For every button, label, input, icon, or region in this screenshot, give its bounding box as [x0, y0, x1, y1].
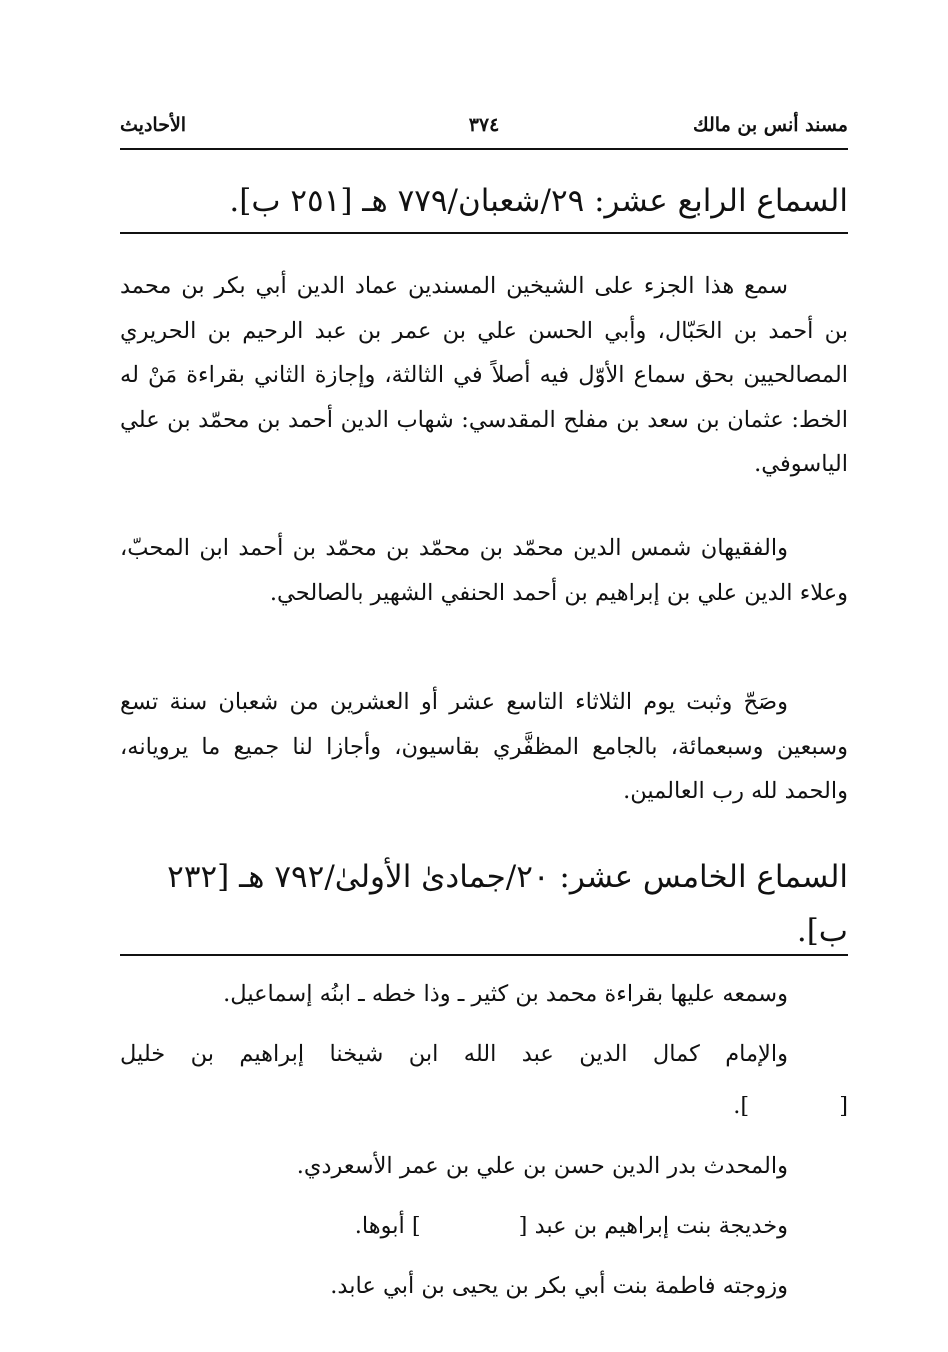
book-title: مسند أنس بن مالك — [693, 114, 848, 136]
listener-line-2-gap — [120, 1086, 848, 1126]
gap-open-bracket: [ — [839, 1093, 848, 1119]
running-header — [120, 114, 848, 150]
listener-line-5: وزوجته فاطمة بنت أبي بكر بن يحيى بن أبي عابد. — [330, 1273, 788, 1299]
section-title: الأحاديث — [120, 114, 187, 136]
sama-15-heading: السماع الخامس عشر: ٢٠/جمادىٰ الأولىٰ/٧٩٢ هـ [٢٣٢ ب]. — [120, 850, 848, 956]
paragraph-1: سمع هذا الجزء على الشيخين المسندين عماد الدين أبي بكر بن محمد بن أحمد بن الحَبّال، وأبي الحسن علي بن عمر بن عبد الرحيم بن الحريري المصالحيين بحق سماع الأوّل فيه أصلاً في الثالثة، وإجازة الثاني بقراءة مَنْ له الخط: عثمان بن سعد بن مفلح المقدسي: شهاب الدين أحمد بن محمّد بن علي الياسوفي. — [120, 273, 848, 477]
line-4-end: ] أبوها. — [354, 1213, 421, 1239]
gap-close-bracket: ]. — [733, 1093, 750, 1119]
book-page — [120, 0, 848, 1352]
listener-line-4 — [120, 1206, 788, 1246]
paragraph-2: والفقيهان شمس الدين محمّد بن محمّد بن محمّد بن أحمد ابن المحبّ، وعلاء الدين علي بن إبراهيم بن أحمد الحنفي الشهير بالصالحي. — [120, 535, 848, 606]
paragraph-3: وصَحّ وثبت يوم الثلاثاء التاسع عشر أو العشرين من شعبان سنة تسع وسبعين وسبعمائة، بالجامع المظفَّري بقاسيون، وأجازا لنا جميع ما يرويانه، والحمد لله رب العالمين. — [120, 689, 848, 804]
page-number: ٣٧٤ — [468, 114, 500, 136]
sama-14-heading: السماع الرابع عشر: ٢٩/شعبان/٧٧٩ هـ [٢٥١ ب]. — [120, 174, 848, 234]
listener-line-3: والمحدث بدر الدين حسن بن علي بن عمر الأسعردي. — [296, 1153, 788, 1179]
listener-line-1: وسمعه عليها بقراءة محمد بن كثير ـ وذا خطه ـ ابنُه إسماعيل. — [223, 981, 788, 1007]
line-4-start: وخديجة بنت إبراهيم بن عبد [ — [518, 1213, 788, 1239]
listener-line-2: والإمام كمال الدين عبد الله ابن شيخنا إبراهيم بن خليل — [120, 1041, 788, 1067]
